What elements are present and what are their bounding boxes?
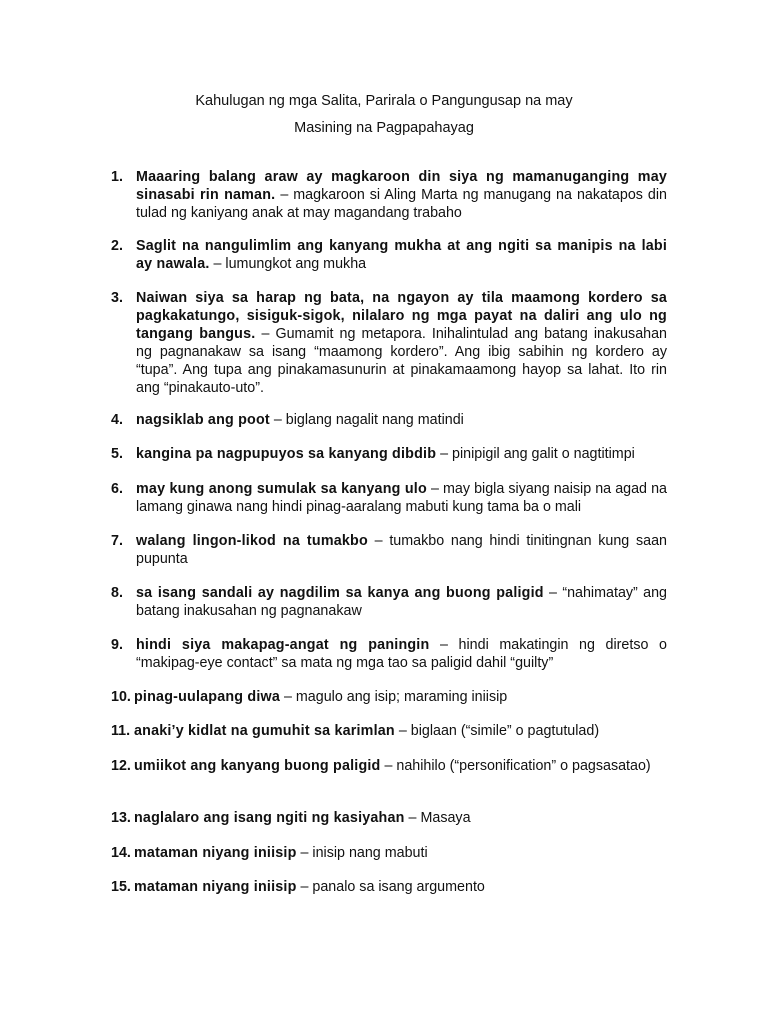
item-definition: – pinipigil ang galit o nagtitimpi [436,446,635,462]
item-number: 14. [111,845,131,861]
item-number: 5. [111,446,123,462]
item-definition: – Masaya [404,810,471,826]
item-term: walang lingon-likod na tumakbo [136,533,368,549]
item-definition: – may bigla siyang naisip na agad na lamang ginawa nang hindi pinag-aaralang mabuti kung tama ba o mali [136,481,667,515]
item-number: 9. [111,637,123,653]
item-definition: – nahihilo (“personification” o pagsasatao) [380,758,651,774]
item-number: 13. [111,810,131,826]
item-number: 10. [111,689,131,705]
list-item-13 [111,809,667,827]
item-definition: – “nahimatay” ang batang inakusahan ng pagnanakaw [136,585,667,619]
item-term: mataman niyang iniisip [134,845,297,861]
item-term: nagsiklab ang poot [136,412,270,428]
item-number: 15. [111,879,131,895]
item-term: umiikot ang kanyang buong paligid [134,758,381,774]
item-definition: – Gumamit ng metapora. Inihalintulad ang batang inakusahan ng pagnanakaw sa isang “maamong kordero”. Ang ibig sabihin ng kordero ay “tupa”. Ang tupa ang pinakamasunurin at pinakamaamong hayop sa lahat. Ito rin ang “pinakauto-uto”. [136,326,667,396]
list-item-14 [111,844,667,862]
item-term: mataman niyang iniisip [134,879,297,895]
list-item-15 [111,878,667,896]
list-item-3 [111,289,667,397]
item-definition: – inisip nang mabuti [296,845,428,861]
item-number: 7. [111,533,123,549]
item-definition: – lumungkot ang mukha [209,256,367,272]
item-definition: – biglang nagalit nang matindi [269,412,464,428]
document-title-line-1: Kahulugan ng mga Salita, Parirala o Pangungusap na may [195,93,573,109]
item-number: 12. [111,758,131,774]
item-term: anaki’y kidlat na gumuhit sa karimlan [134,723,395,739]
item-term: Saglit na nangulimlim ang kanyang mukha at ang ngiti sa manipis na labi ay nawala. [136,238,667,272]
list-item-8 [111,584,667,620]
item-definition: – magulo ang isip; maraming iniisip [279,689,508,705]
list-item-7 [111,532,667,568]
list-item-10 [111,688,667,706]
item-term: pinag-uulapang diwa [134,689,280,705]
item-term: naglalaro ang isang ngiti ng kasiyahan [134,810,405,826]
item-definition: – hindi makatingin ng diretso o “makipag-eye contact” sa mata ng mga tao sa paligid dahil “guilty” [136,637,667,671]
item-number: 8. [111,585,123,601]
item-term: Maaaring balang araw ay magkaroon din siya ng mamanuganging may sinasabi rin naman. [136,169,667,203]
item-number: 1. [111,169,123,185]
item-number: 11. [111,723,131,739]
list-item-11 [111,722,667,740]
item-term: Naiwan siya sa harap ng bata, na ngayon ay tila maamong kordero sa pagkakatungo, sisiguk-sigok, nilalaro ng mga payat na daliri ang ulo ng tangang bangus. [136,290,667,342]
list-item-9 [111,636,667,672]
document-title-line-2: Masining na Pagpapahayag [294,120,474,136]
item-term: sa isang sandali ay nagdilim sa kanya ang buong paligid [136,585,544,601]
list-item-12 [111,757,667,775]
list-item-6 [111,480,667,516]
item-number: 2. [111,238,123,254]
list-item-2 [111,237,667,273]
list-item-4 [111,411,667,429]
list-item-5 [111,445,667,463]
item-number: 4. [111,412,123,428]
item-term: may kung anong sumulak sa kanyang ulo [136,481,427,497]
item-number: 6. [111,481,123,497]
item-term: hindi siya makapag-angat ng paningin [136,637,430,653]
item-definition: – tumakbo nang hindi tinitingnan kung saan pupunta [136,533,667,567]
item-term: kangina pa nagpupuyos sa kanyang dibdib [136,446,437,462]
item-number: 3. [111,290,123,306]
item-definition: – panalo sa isang argumento [296,879,485,895]
item-definition: – magkaroon si Aling Marta ng manugang na nakatapos din tulad ng kaniyang anak at may magandang trabaho [136,187,667,221]
list-item-1 [111,168,667,222]
item-definition: – biglaan (“simile” o pagtutulad) [394,723,600,739]
